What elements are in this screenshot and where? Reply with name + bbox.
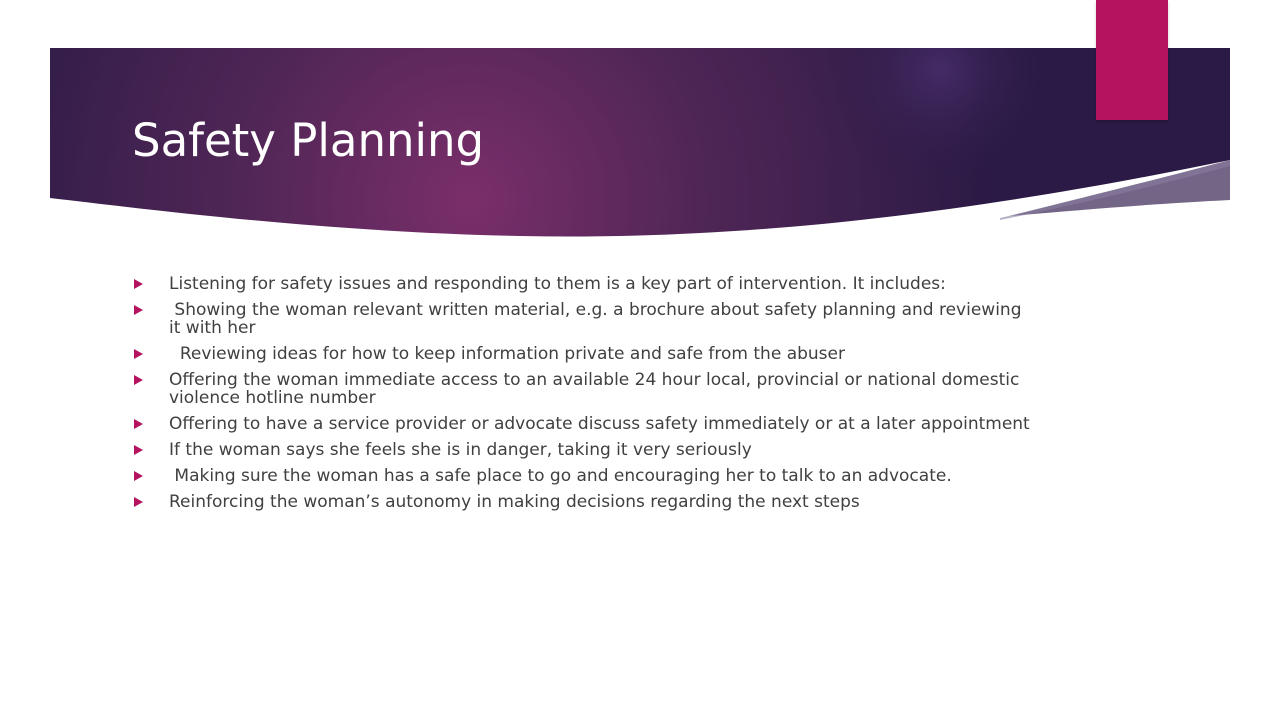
bullet-item: [132, 467, 1032, 485]
bullet-text: Reinforcing the woman’s autonomy in making decisions regarding the next steps: [169, 492, 860, 512]
triangle-bullet-icon: [134, 471, 143, 481]
triangle-bullet-icon: [134, 279, 143, 289]
bullet-item: [132, 301, 1032, 337]
triangle-bullet-icon: [134, 497, 143, 507]
triangle-bullet-icon: [134, 375, 143, 385]
title-accent-bar: [1096, 0, 1168, 120]
bullet-text: Reviewing ideas for how to keep information private and safe from the abuser: [169, 344, 845, 364]
bullet-item: [132, 493, 1032, 511]
bullet-item: [132, 441, 1032, 459]
bullet-item: [132, 275, 1032, 293]
triangle-bullet-icon: [134, 419, 143, 429]
bullet-text: Making sure the woman has a safe place to go and encouraging her to talk to an advocate.: [169, 466, 952, 486]
bullet-text: Showing the woman relevant written material, e.g. a brochure about safety planning and reviewing it with her: [169, 300, 1027, 338]
bullet-text: If the woman says she feels she is in danger, taking it very seriously: [169, 440, 752, 460]
bullet-item: [132, 371, 1032, 407]
triangle-bullet-icon: [134, 445, 143, 455]
bullet-item: [132, 415, 1032, 433]
triangle-bullet-icon: [134, 349, 143, 359]
triangle-bullet-icon: [134, 305, 143, 315]
bullet-list: [132, 275, 1032, 519]
bullet-text: Offering the woman immediate access to an available 24 hour local, provincial or national domestic violence hotline number: [169, 370, 1025, 408]
bullet-text: Offering to have a service provider or advocate discuss safety immediately or at a later appointment: [169, 414, 1030, 434]
slide-title: Safety Planning: [132, 114, 485, 167]
bullet-text: Listening for safety issues and responding to them is a key part of intervention. It includes:: [169, 274, 946, 294]
bullet-item: [132, 345, 1032, 363]
